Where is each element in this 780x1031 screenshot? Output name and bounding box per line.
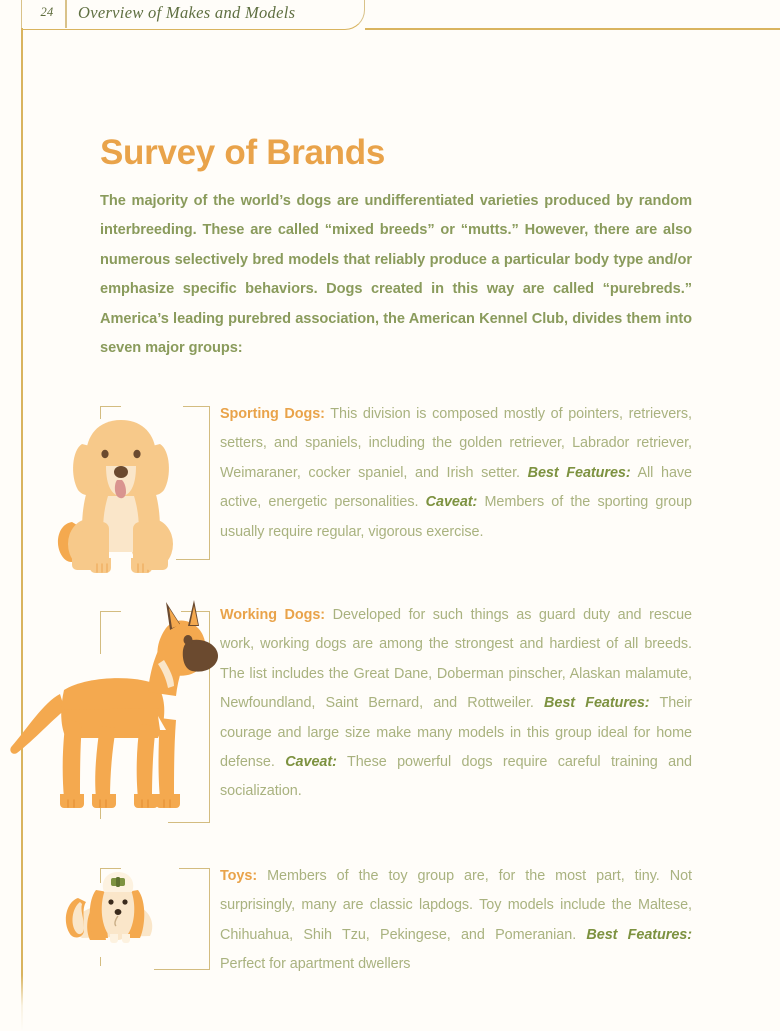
page-number: 24 — [40, 5, 54, 19]
entry-body-1: Developed for such things as guard duty and rescue work, working dogs are among the strongest and hardiest of all breeds. The list includes the Great Dane, Doberman pinscher, Alaskan malamute, Newfoundland, Saint Bernard, and Rottweiler. — [220, 607, 692, 712]
entry-body-2: All have active, energetic personalities. — [220, 464, 692, 511]
entry-body — [220, 601, 692, 807]
entry-lead-2: Caveat: — [425, 494, 478, 511]
entry-lead-1: Best Features: — [527, 464, 631, 481]
great-dane-standing-illustration — [8, 598, 218, 826]
entry-lead-2: Caveat: — [285, 754, 337, 771]
entry-term: Toys: — [220, 868, 258, 884]
golden-retriever-sitting-illustration — [56, 404, 178, 584]
running-head-divider — [65, 0, 67, 28]
entry-body-2: Perfect for apartment dwellers — [220, 956, 411, 973]
entry-body — [220, 862, 692, 980]
entry-body-1: Members of the toy group are, for the most part, tiny. Not surprisingly, many are classic lapdogs. Toy models include the Maltese, Chihuahua, Shih Tzu, Pekingese, and Pomeranian. — [220, 868, 692, 943]
running-head-title: Overview of Makes and Models — [78, 3, 296, 22]
entry-body — [220, 400, 692, 547]
entry-lead-1: Best Features: — [544, 695, 650, 712]
entry-body-1: This division is composed mostly of pointers, retrievers, setters, and spaniels, including the golden retriever, Labrador retriever, Weimaraner, cocker spaniel, and Irish setter. — [220, 406, 692, 481]
header-rule — [365, 28, 780, 30]
intro-paragraph: The majority of the world’s dogs are undifferentiated varieties produced by random interbreeding. These are called “mixed breeds” or “mutts.” However, there are also numerous selectively bred models that reliably produce a particular body type and/or emphasize specific behaviors. Dogs created in this way are called “purebreds.” America’s leading purebred association, the American Kennel Club, divides them into seven major groups: — [100, 192, 692, 357]
page-title: Survey of Brands — [100, 133, 386, 173]
entry-body-3: These powerful dogs require careful training and socialization. — [220, 754, 692, 800]
page-bottom-fade — [0, 975, 780, 1031]
entry-lead-1: Best Features: — [586, 926, 692, 943]
entry-body-2: Their courage and large size make many models in this group ideal for home defense. — [220, 695, 692, 771]
entry-term: Working Dogs: — [220, 607, 326, 623]
entry-body-3: Members of the sporting group usually require regular, vigorous exercise. — [220, 494, 692, 540]
shih-tzu-lying-illustration — [64, 868, 172, 954]
entry-term: Sporting Dogs: — [220, 406, 325, 422]
left-margin-rule — [21, 28, 23, 1031]
